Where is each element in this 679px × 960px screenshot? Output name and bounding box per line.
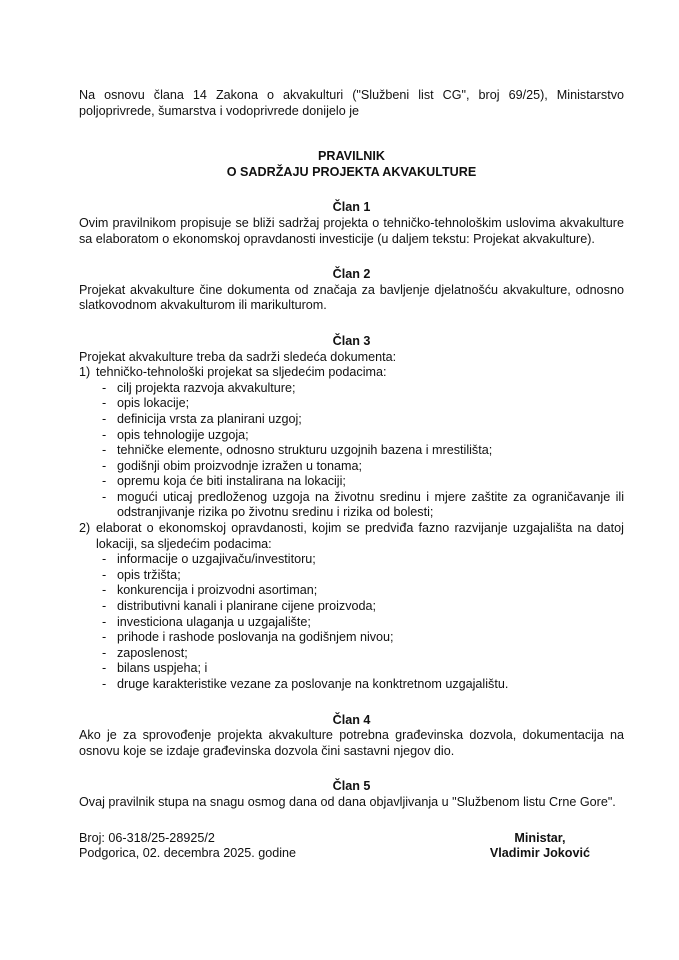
clan3-item-2	[79, 521, 624, 552]
document-page	[79, 88, 624, 865]
list-item: - opis tržišta;	[79, 568, 624, 584]
item-text: tehničko-tehnološki projekat sa sljedećim podacima:	[96, 365, 387, 380]
list-item: - druge karakteristike vezane za poslovanje na konktretnom uzgajalištu.	[79, 677, 624, 693]
document-title: PRAVILNIK	[318, 149, 385, 164]
clan2-text: Projekat akvakulture čine dokumenta od značaja za bavljenje djelatnošću akvakulture, odnosno slatkovodnom akvakulturom ili marikulturom.	[79, 282, 624, 313]
list-item: - definicija vrsta za planirani uzgoj;	[79, 412, 624, 428]
signer-block	[490, 831, 590, 862]
clan3-item-1	[79, 365, 624, 381]
clan3-heading: Član 3	[332, 333, 371, 348]
list-item: - opremu koja će biti instalirana na lokaciji;	[79, 474, 624, 490]
list-item: - informacije o uzgajivaču/investitoru;	[79, 552, 624, 568]
reference-number: Broj: 06-318/25-28925/2	[79, 830, 215, 845]
place-date: Podgorica, 02. decembra 2025. godine	[79, 846, 297, 861]
document-subtitle: O SADRŽAJU PROJEKTA AKVAKULTURE	[226, 164, 477, 179]
clan2-heading: Član 2	[332, 267, 371, 282]
clan3-intro: Projekat akvakulture treba da sadrži sledeća dokumenta:	[79, 349, 397, 364]
item-number: 1)	[79, 365, 91, 380]
clan3-list-2	[79, 521, 624, 552]
clan3-list	[79, 365, 624, 381]
clan4-heading: Član 4	[332, 712, 371, 727]
list-item: - distributivni kanali i planirane cijene proizvoda;	[79, 599, 624, 615]
list-item: - opis tehnologije uzgoja;	[79, 428, 624, 444]
signer-name: Vladimir Joković	[489, 846, 590, 861]
signer-role: Ministar,	[514, 830, 566, 845]
list-item: - cilj projekta razvoja akvakulture;	[79, 381, 624, 397]
item-text: elaborat o ekonomskoj opravdanosti, kojim se predviđa fazno razvijanje uzgajališta na datoj lokaciji, sa sljedećim podacima:	[96, 521, 624, 551]
preamble: Na osnovu člana 14 Zakona o akvakulturi ("Službeni list CG", broj 69/25), Ministarstvo poljoprivrede, šumarstva i vodoprivrede donijelo je	[79, 88, 624, 118]
item-number: 2)	[79, 521, 91, 536]
list-item: - bilans uspjeha; i	[79, 661, 624, 677]
list-item: - investiciona ulaganja u uzgajalište;	[79, 615, 624, 631]
signature-block	[79, 831, 624, 865]
clan3-item1-sublist	[79, 381, 624, 521]
clan5-text: Ovaj pravilnik stupa na snagu osmog dana od dana objavljivanja u "Službenom listu Crne Gore".	[79, 794, 616, 809]
reference-block	[79, 831, 296, 862]
list-item: - tehničke elemente, odnosno strukturu uzgojnih bazena i mrestilišta;	[79, 443, 624, 459]
list-item: - prihode i rashode poslovanja na godišnjem nivou;	[79, 630, 624, 646]
clan4-text: Ako je za sprovođenje projekta akvakulture potrebna građevinska dozvola, dokumentacija na osnovu koje se izdaje građevinska dozvola čini sastavni njegov dio.	[79, 728, 624, 758]
list-item: - zaposlenost;	[79, 646, 624, 662]
clan5-heading: Član 5	[332, 779, 371, 794]
clan1-text: Ovim pravilnikom propisuje se bliži sadržaj projekta o tehničko-tehnološkim uslovima akvakulture sa elaboratom o ekonomskoj opravdanosti investicije (u daljem tekstu: Projekat akvakulture).	[79, 215, 624, 246]
list-item: - godišnji obim proizvodnje izražen u tonama;	[79, 459, 624, 475]
clan1-heading: Član 1	[332, 200, 371, 215]
list-item: - mogući uticaj predloženog uzgoja na životnu sredinu i mjere zaštite za ograničavanje ili odstranjivanje rizika po životnu sredinu i rizika od bolesti;	[79, 490, 624, 521]
list-item: - opis lokacije;	[79, 396, 624, 412]
list-item: - konkurencija i proizvodni asortiman;	[79, 583, 624, 599]
clan3-item2-sublist	[79, 552, 624, 692]
